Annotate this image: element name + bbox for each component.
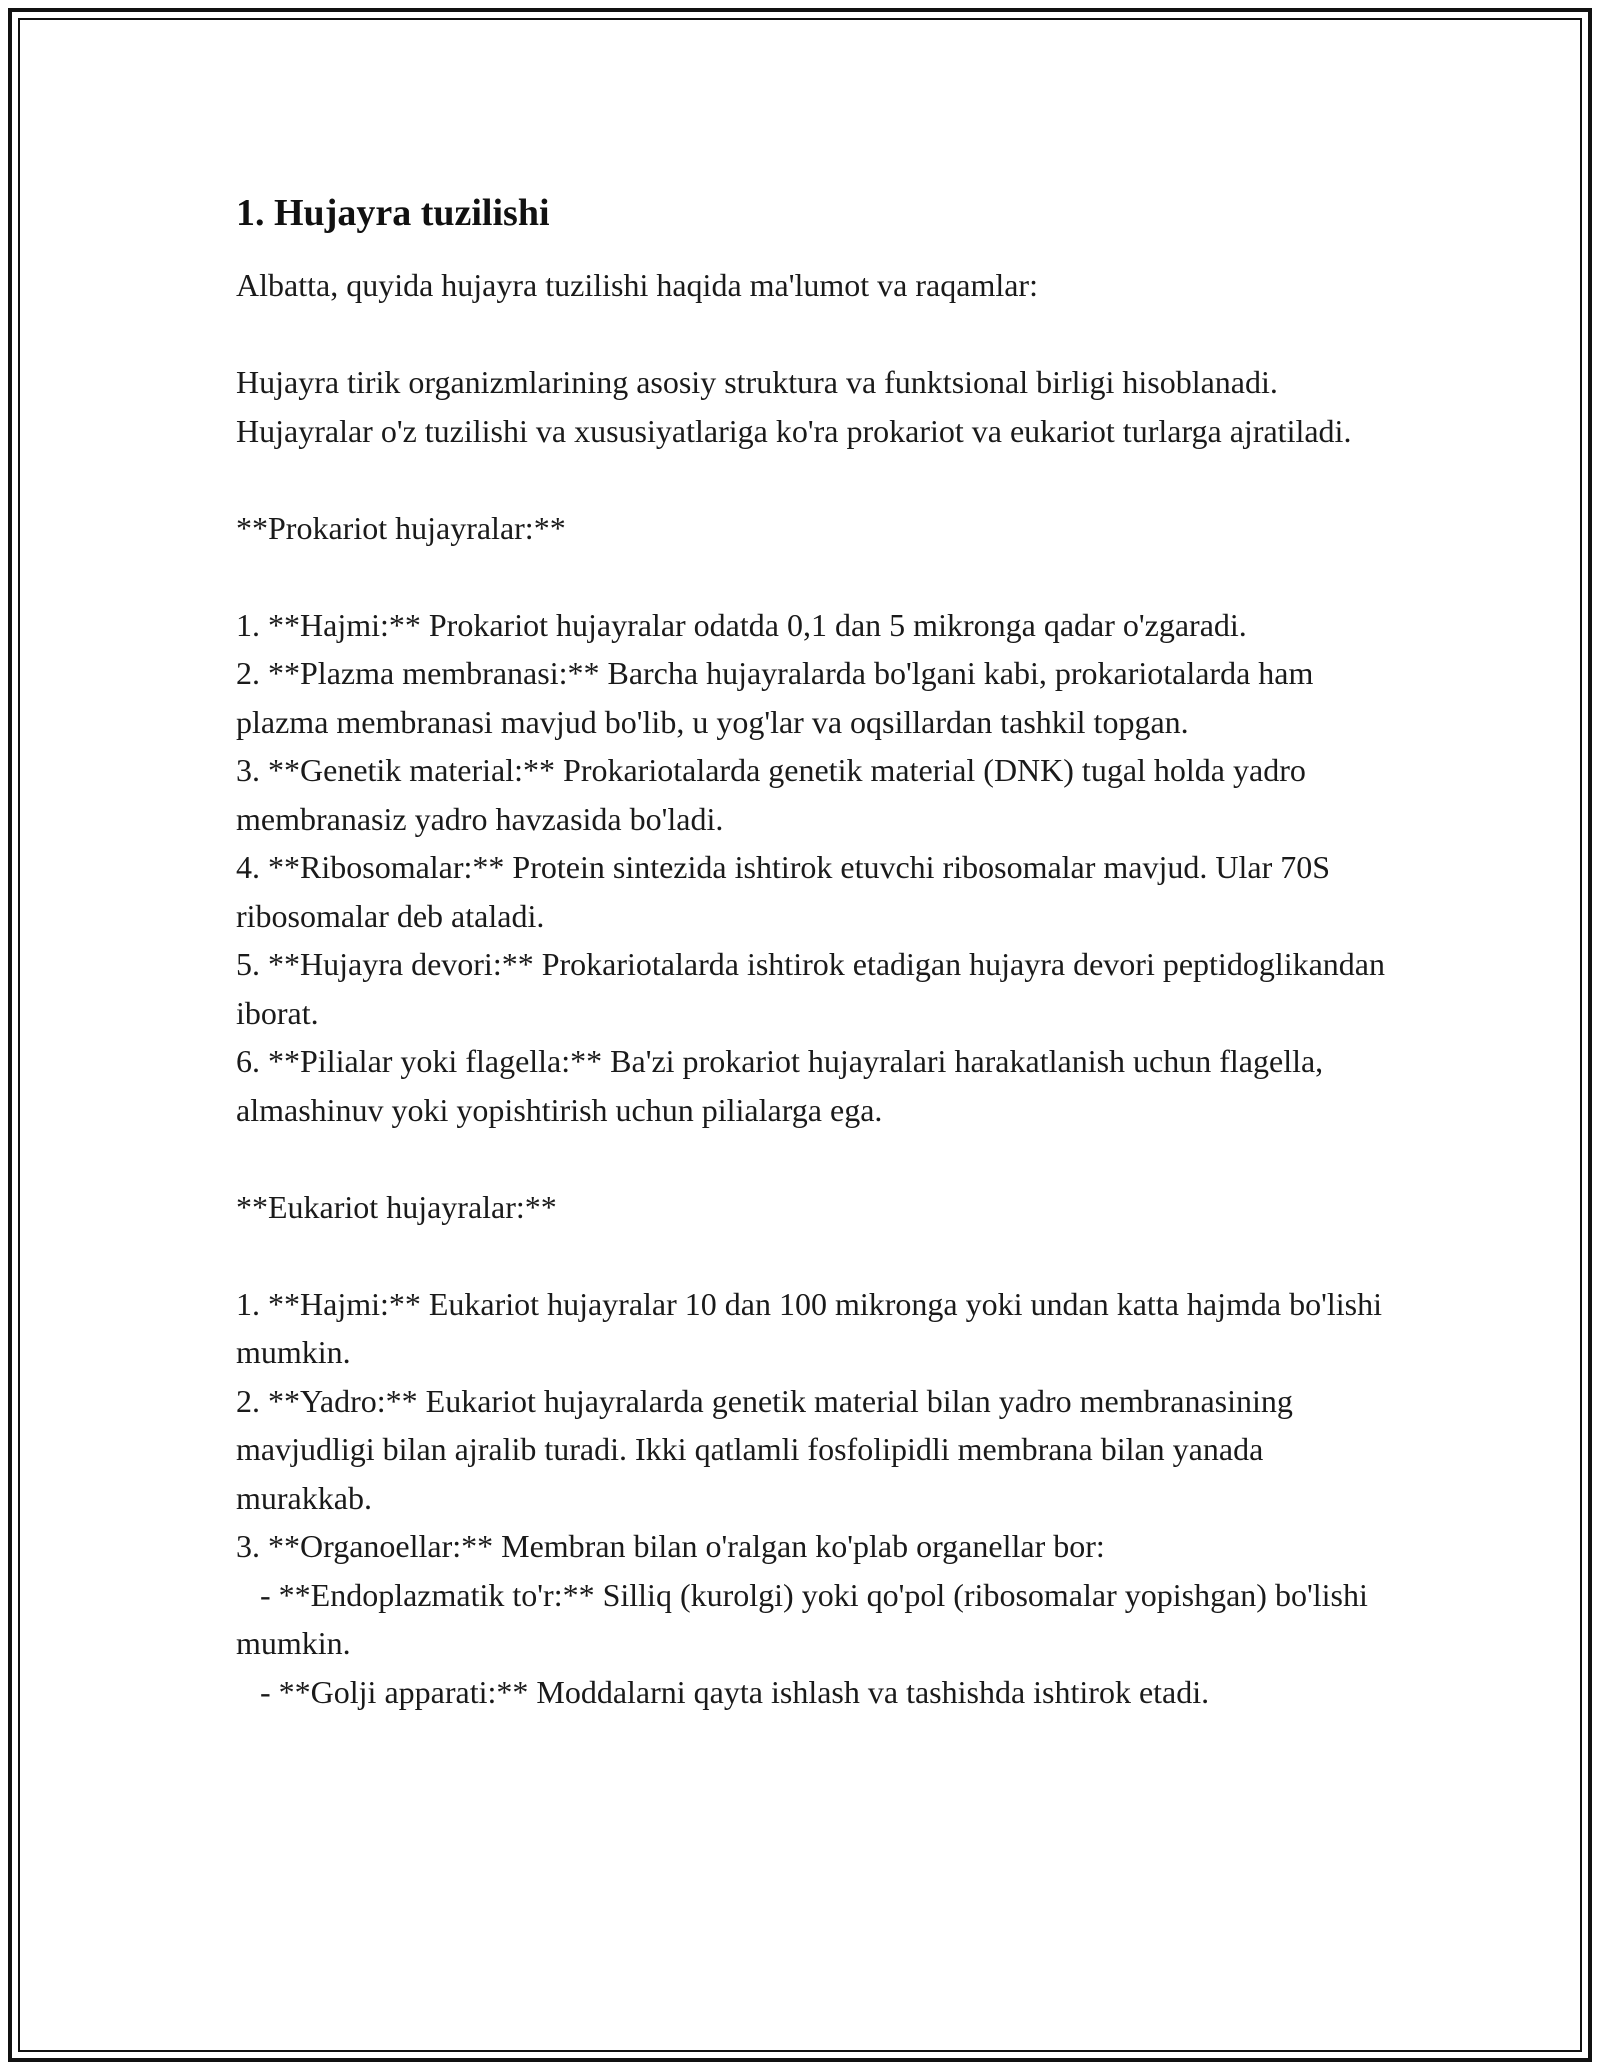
blank-line — [236, 552, 1386, 601]
prokaryote-item: 6. **Pilialar yoki flagella:** Ba'zi prokariot hujayralari harakatlanish uchun flagella, almashinuv yoki yopishtirish uchun pilialarga ega. — [236, 1043, 1332, 1128]
blank-line — [236, 1231, 1386, 1280]
blank-line — [236, 455, 1386, 504]
eukaryote-subitem: - **Golji apparati:** Moddalarni qayta ishlash va tashishda ishtirok etadi. — [236, 1673, 1210, 1710]
prokaryote-item: 2. **Plazma membranasi:** Barcha hujayralarda bo'lgani kabi, prokariotalarda ham plazma membranasi mavjud bo'lib, u yog'lar va oqsillardan tashkil topgan. — [236, 655, 1322, 740]
intro-text: Albatta, quyida hujayra tuzilishi haqida ma'lumot va raqamlar: — [236, 267, 1038, 303]
document-body — [236, 185, 1393, 1716]
eukaryote-heading: **Eukariot hujayralar:** — [236, 1188, 557, 1225]
blank-line — [236, 1134, 1386, 1183]
blank-line — [236, 310, 1386, 359]
prokaryote-item: 3. **Genetik material:** Prokariotalarda genetik material (DNK) tugal holda yadro membranasiz yadro havzasida bo'ladi. — [236, 752, 1314, 837]
paragraph-cell-definition: Hujayra tirik organizmlarining asosiy struktura va funktsional birligi hisoblanadi. Hujayralar o'z tuzilishi va xususiyatlariga ko'ra prokariot va eukariot turlarga ajratiladi. — [236, 364, 1352, 449]
prokaryote-item: 1. **Hajmi:** Prokariot hujayralar odatda 0,1 dan 5 mikronga qadar o'zgaradi. — [236, 606, 1247, 643]
prokaryote-item: 5. **Hujayra devori:** Prokariotalarda ishtirok etadigan hujayra devori peptidoglikandan iborat. — [236, 946, 1393, 1031]
eukaryote-item: 1. **Hajmi:** Eukariot hujayralar 10 dan 100 mikronga yoki undan katta hajmda bo'lishi mumkin. — [236, 1285, 1390, 1370]
eukaryote-item: 3. **Organoellar:** Membran bilan o'ralgan ko'plab organellar bor: — [236, 1528, 1105, 1564]
document-title: 1. Hujayra tuzilishi — [236, 192, 550, 234]
prokaryote-item: 4. **Ribosomalar:** Protein sintezida ishtirok etuvchi ribosomalar mavjud. Ular 70S ribosomalar deb ataladi. — [236, 849, 1339, 934]
eukaryote-item: 2. **Yadro:** Eukariot hujayralarda genetik material bilan yadro membranasining mavjudligi bilan ajralib turadi. Ikki qatlamli fosfolipidli membrana bilan yanada murakkab. — [236, 1382, 1301, 1516]
eukaryote-subitem: - **Endoplazmatik to'r:** Silliq (kurolgi) yoki qo'pol (ribosomalar yopishgan) bo'lishi mumkin. — [236, 1576, 1376, 1661]
prokaryote-heading: **Prokariot hujayralar:** — [236, 509, 566, 546]
